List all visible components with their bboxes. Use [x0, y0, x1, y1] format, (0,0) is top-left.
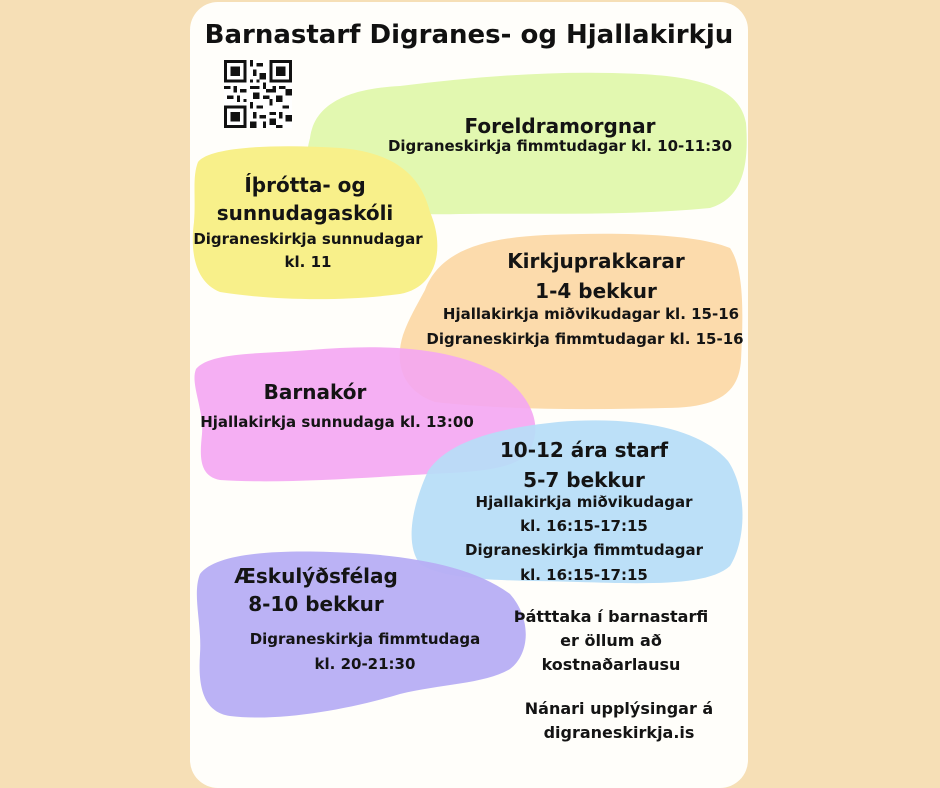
flyer-card — [190, 2, 748, 788]
foreldramorgnar-heading: Foreldramorgnar — [464, 114, 656, 138]
ithrotta-schedule-line2: kl. 11 — [284, 253, 332, 271]
tiutolf-schedule-line4: kl. 16:15-17:15 — [520, 566, 648, 584]
aeskulydsfelag-heading-line2: 8-10 bekkur — [248, 592, 384, 616]
kirkjuprakkarar-heading-line2: 1-4 bekkur — [535, 279, 657, 303]
barnakor-heading: Barnakór — [263, 380, 367, 404]
tiutolf-schedule-line3: Digraneskirkja fimmtudagar — [465, 541, 703, 559]
tiutolf-schedule-line2: kl. 16:15-17:15 — [520, 517, 648, 535]
ithrotta-schedule-line1: Digraneskirkja sunnudagar — [193, 230, 423, 248]
kirkjuprakkarar-heading-line1: Kirkjuprakkarar — [507, 249, 685, 273]
ithrotta-heading-line1: Íþrótta- og — [244, 173, 366, 197]
kirkjuprakkarar-schedule-line1: Hjallakirkja miðvikudagar kl. 15-16 — [442, 305, 740, 323]
kirkjuprakkarar-schedule-line2: Digraneskirkja fimmtudagar kl. 15-16 — [426, 330, 744, 348]
info-website-link[interactable]: digraneskirkja.is — [543, 723, 695, 742]
info-note-line1: Nánari upplýsingar á — [524, 699, 714, 718]
free-note-line1: Þátttaka í barnastarfi — [513, 607, 709, 626]
barnakor-schedule: Hjallakirkja sunnudaga kl. 13:00 — [200, 413, 474, 431]
free-note-line2: er öllum að — [560, 631, 662, 650]
tiutolf-heading-line1: 10-12 ára starf — [499, 438, 669, 462]
ithrotta-heading-line2: sunnudagaskóli — [216, 201, 394, 225]
foreldramorgnar-schedule: Digraneskirkja fimmtudagar kl. 10-11:30 — [387, 137, 733, 155]
free-note-line3: kostnaðarlausu — [541, 655, 681, 674]
qr-code-icon — [224, 60, 292, 128]
tiutolf-heading-line2: 5-7 bekkur — [523, 468, 645, 492]
page-title: Barnastarf Digranes- og Hjallakirkju — [204, 20, 734, 50]
aeskulydsfelag-heading-line1: Æskulýðsfélag — [234, 564, 398, 588]
aeskulydsfelag-schedule-line1: Digraneskirkja fimmtudaga — [249, 630, 481, 648]
tiutolf-schedule-line1: Hjallakirkja miðvikudagar — [475, 493, 693, 511]
aeskulydsfelag-schedule-line2: kl. 20-21:30 — [314, 655, 416, 673]
